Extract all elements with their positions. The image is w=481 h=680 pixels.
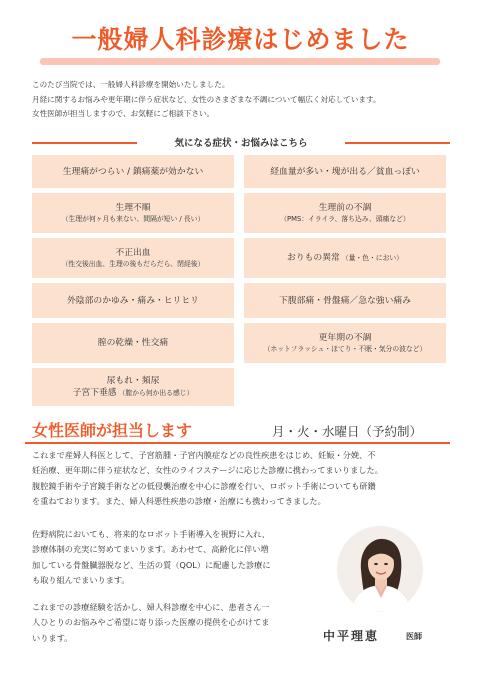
symptom-sub: （量・色・におい）	[341, 254, 403, 262]
symptom-row	[73, 387, 194, 399]
paragraph-line: 加している骨盤臓器脱など、生活の質（QOL）に配慮した診療に	[32, 559, 271, 570]
symptom-main: 下腹部痛・骨盤痛／急な強い痛み	[279, 295, 411, 306]
symptom-sub: （PMS：イライラ、落ち込み、頭痛など）	[280, 214, 410, 223]
paragraph-line: 診療体制の充実に努めてまいります。あわせて、高齢化に伴い増	[32, 544, 269, 555]
symptom-row	[287, 252, 403, 264]
symptom-main: 経血量が多い・塊が出る／貧血っぽい	[270, 166, 420, 177]
symptom-sub: （生理が何ヶ月も来ない、間隔が短い / 長い）	[61, 214, 205, 223]
symptom-card	[244, 155, 446, 188]
symptom-main: 膣の乾燥・性交痛	[97, 338, 169, 348]
paragraph-line: これまでの診療経験を活かし、婦人科診療を中心に、患者さん一	[32, 602, 270, 612]
symptom-card	[32, 193, 234, 233]
symptom-card	[32, 368, 234, 406]
symptom-sub: （性交後出血、生理の後もだらだら、閉経後）	[61, 259, 205, 268]
symptom-main: 生理前の不調	[318, 202, 372, 213]
title-underline	[40, 58, 440, 65]
paragraph-line: 佐野病院においても、将来的なロボット手術導入を視野に入れ、	[32, 529, 270, 539]
intro-line: このたび当院では、一般婦人科診療を開始いたしました。	[32, 80, 230, 89]
doctor-paragraph	[32, 448, 383, 510]
intro-text	[32, 78, 462, 122]
consultation-days: 月・火・水曜日（予約制）	[272, 424, 423, 439]
symptoms-heading	[32, 134, 450, 152]
symptom-card	[244, 238, 446, 278]
doctor-title: 医師	[406, 632, 422, 641]
section-divider	[25, 442, 450, 444]
symptom-card	[244, 193, 446, 233]
doctor-photo	[337, 526, 423, 612]
paragraph-line: も取り組んでまいります。	[32, 575, 130, 586]
paragraph-line: これまで産婦人科医として、子宮筋腫・子宮内膜症などの良性疾患をはじめ、妊娠・分娩、不	[32, 450, 376, 460]
intro-line: 女性医師が担当しますので、お気軽にご相談下さい。	[32, 109, 215, 118]
symptom-card	[32, 238, 234, 278]
symptom-main-2: 子宮下垂感	[72, 388, 117, 398]
symptom-main: 生理不順	[115, 202, 151, 213]
symptom-main: おりもの異常	[287, 253, 340, 263]
symptoms-heading-text: 気になる症状・お悩みはこちら	[174, 138, 308, 149]
doctor-name: 中平理恵	[323, 629, 380, 643]
symptom-main: 不正出血	[115, 247, 151, 258]
symptom-sub: （膣から何か出る感じ）	[118, 389, 194, 397]
paragraph-line: 妊治療、更年期に伴う症状など、女性のライフステージに応じた診療に携わってまいりました。	[32, 465, 383, 476]
symptom-main: 更年期の不調	[318, 332, 372, 343]
symptom-main: 尿もれ・頻尿	[106, 376, 160, 386]
paragraph-line: 人ひとりのお悩みやご希望に寄り添った医療の提供を心がけてま	[32, 617, 270, 628]
symptom-card	[32, 155, 234, 188]
doctor-section-title: 女性医師が担当します	[32, 421, 193, 440]
symptom-card	[32, 283, 234, 318]
paragraph-line: いります。	[32, 632, 73, 643]
page-title: 一般婦人科診療はじめました	[71, 25, 410, 54]
symptom-card	[32, 323, 234, 363]
symptom-card	[244, 323, 446, 363]
intro-line: 月経に関するお悩みや更年期に伴う症状など、女性のさまざまな不調について幅広く対応しています。	[32, 94, 381, 104]
doctor-paragraph	[32, 527, 271, 589]
symptom-main: 外陰部のかゆみ・痛み・ヒリヒリ	[67, 295, 199, 306]
paragraph-line: 腹腔鏡手術や子宮鏡手術などの低侵襲治療を中心に診療を行い、ロボット手術についても研鑽	[32, 480, 376, 491]
doctor-paragraph	[32, 600, 269, 646]
symptom-card	[244, 283, 446, 318]
symptom-sub: （ホットフラッシュ・ほてり・不眠・気分の波など）	[263, 344, 427, 353]
symptom-main: 生理痛がつらい / 鎮痛薬が効かない	[62, 166, 204, 177]
paragraph-line: を重ねております。また、婦人科悪性疾患の診療・治療にも携わってきました。	[32, 496, 326, 507]
